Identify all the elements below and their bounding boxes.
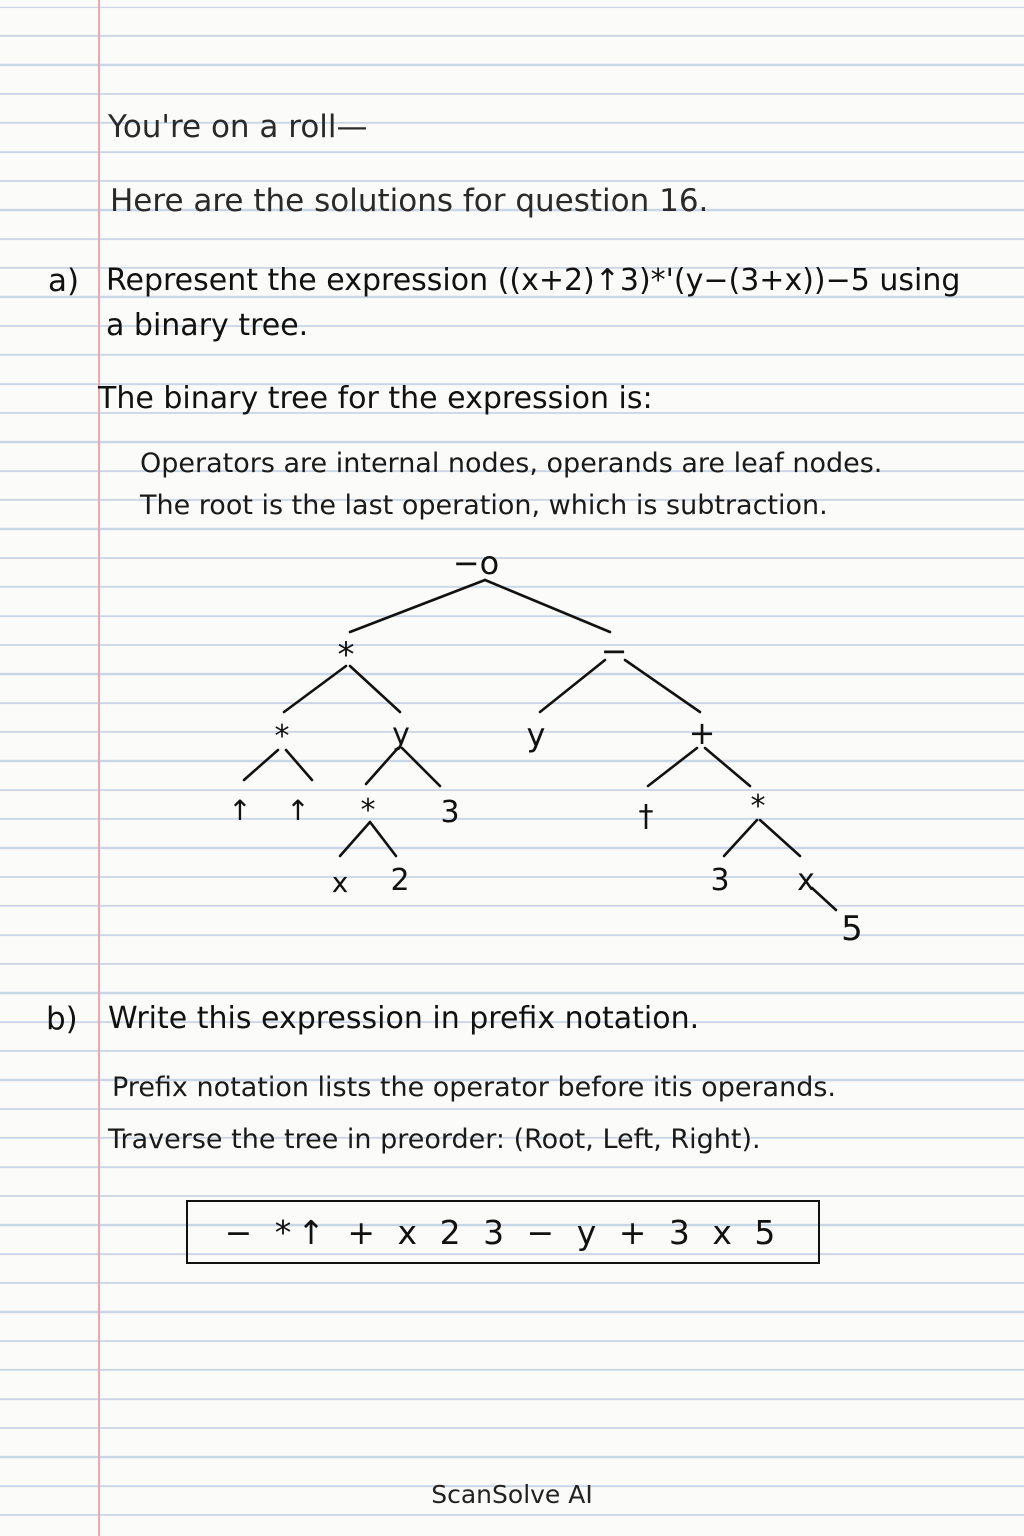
tree-node-mul-left: * (274, 719, 290, 754)
tree-node-plus: + (688, 714, 716, 752)
intro-line-2: Here are the solutions for question 16. (110, 183, 709, 219)
tree-node-mul-main: * (337, 635, 355, 675)
edge-plus-to-t (648, 748, 697, 786)
part-b-question: Write this expression in prefix notation. (108, 1001, 700, 1036)
footer-brand: ScanSolve AI (431, 1480, 593, 1509)
part-a-answer-intro: The binary tree for the expression is: (98, 381, 653, 416)
edge-root-to-mul (350, 580, 485, 632)
tree-node-x-leaf-b: x (797, 863, 815, 898)
edge-root-to-sub (485, 580, 610, 632)
part-a-explanation-line-1: Operators are internal nodes, operands are leaf nodes. (140, 448, 883, 479)
part-a-question-line-1: Represent the expression ((x+2)↑3)*'(y−(3+x))−5 using (106, 263, 961, 298)
edge-y-to-three (402, 748, 440, 786)
tree-node-five-leaf: 5 (841, 909, 863, 949)
tree-node-arrow-2: ↑ (286, 794, 310, 827)
edge-plus-to-mul-plus (705, 748, 750, 786)
edge-x-to-five (812, 888, 836, 910)
tree-node-sub-right: − (600, 632, 628, 670)
part-a-question-line-2: a binary tree. (106, 308, 309, 343)
tree-node-mul-plus: * (750, 789, 766, 824)
tree-node-y-leaf: y (526, 716, 546, 754)
part-a-label: a) (48, 263, 80, 299)
tree-edges (244, 580, 836, 910)
edge-sub-to-y (540, 660, 605, 712)
part-b-label: b) (46, 1001, 78, 1037)
edge-mul-plus-to-x (760, 820, 800, 856)
tree-node-x-leaf: x (331, 866, 349, 899)
intro-line-1: You're on a roll— (108, 109, 368, 145)
edge-mul-left-to-arrow-1 (244, 750, 278, 780)
tree-node-mul-inner: * (360, 793, 376, 828)
tree-node-three-a: 3 (440, 795, 460, 830)
prefix-answer: − *↑ + x 2 3 − y + 3 x 5 (224, 1212, 782, 1252)
tree-node-arrow-1: ↑ (228, 794, 252, 827)
edge-mul-to-mul-left (284, 666, 346, 712)
notebook-margin-line (98, 0, 100, 1536)
edge-y-to-mul-inner (366, 748, 398, 784)
part-b-explanation-line-1: Prefix notation lists the operator before itis operands. (112, 1072, 836, 1103)
edge-mul-inner-to-x (340, 822, 370, 856)
edge-mul-inner-to-two (370, 822, 396, 856)
tree-node-root: −o (452, 544, 500, 582)
part-a-explanation-line-2: The root is the last operation, which is subtraction. (140, 490, 828, 521)
prefix-answer-box (186, 1200, 820, 1264)
part-b-explanation-line-2: Traverse the tree in preorder: (Root, Left, Right). (108, 1124, 761, 1155)
edge-sub-to-plus (625, 660, 700, 712)
edge-mul-plus-to-three (724, 820, 757, 856)
tree-node-t-leaf: † (638, 799, 654, 834)
edge-mul-to-y (350, 666, 400, 712)
edge-mul-left-to-arrow-2 (286, 750, 312, 780)
tree-node-three-b: 3 (710, 863, 730, 898)
tree-node-two-leaf: 2 (390, 863, 410, 898)
tree-node-y-internal: y (392, 717, 410, 752)
